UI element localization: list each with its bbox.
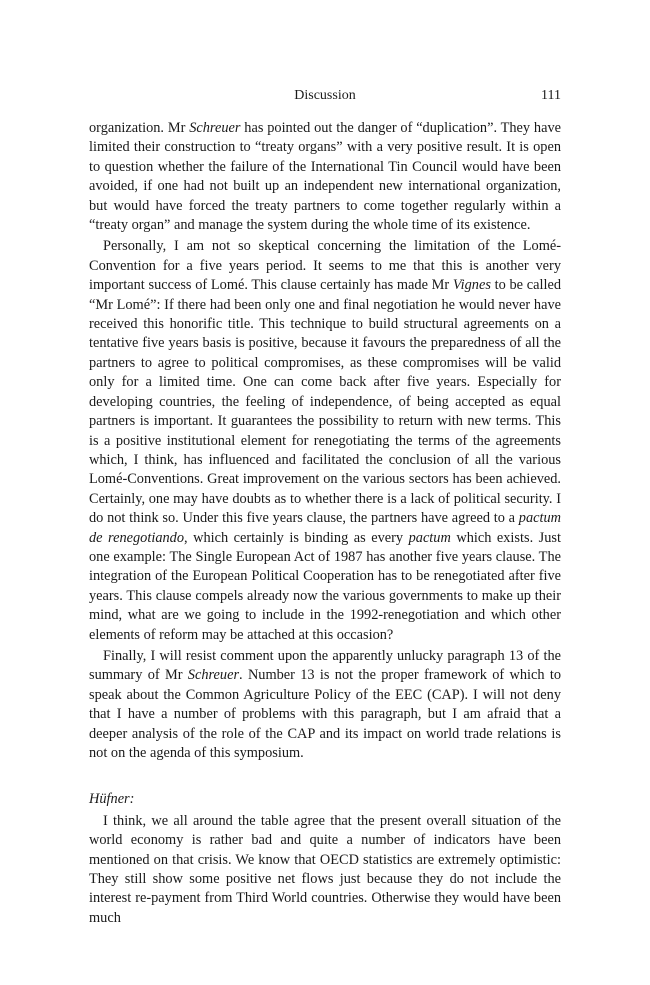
text-run: has pointed out the danger of “duplication”. They have limited their construction to “treaty organs” with a very positive result. It is open to question whether the failure of the International Tin Council would have been avoided, if one had not built up an independent new international organization, but would have forced the treaty partners to come together regularly within a “treaty organ” and manage the system during the whole time of its existence. xyxy=(89,120,561,234)
running-head-title: Discussion xyxy=(294,88,356,103)
text-run: to be called “Mr Lomé”: If there had been only one and final negotiation he would never have received this honorific title. This technique to build structural agreements on a tentative five years basis is positive, because it favours the preparedness of all the partners to agree to political compromises, as these compromises will be valid only for a limited time. One can come back after five years. Especially for developing countries, the feeling of independence, of being accepted as equal partners is important. It guarantees the possibility to return with new terms. This is a positive institutional element for renegotiating the terms of the agreements which, I think, has influenced and facilitated the conclusion of all the various Lomé-Conventions. Great improvement on the various sectors has been achieved. Certainly, one may have doubts as to whether there is a lack of political security. I do not think so. Under this five years clause, the partners have agreed to a xyxy=(89,277,561,527)
running-head xyxy=(89,88,561,108)
text-run: Finally, I will resist comment upon the apparently unlucky paragraph 13 of the summary of Mr xyxy=(89,647,561,684)
italic-text-run: pactum xyxy=(408,529,451,546)
text-run: which exists. Just one example: The Single European Act of 1987 has another five years clause. The integration of the European Political Cooperation has to be renegotiated after five years. This clause compels already now the various governments to make up their mind, what are we going to include in the 1992-renegotiation and which other elements of reform may be attached at this occasion? xyxy=(89,529,561,643)
page-number: 111 xyxy=(541,88,561,103)
body-text xyxy=(89,119,561,928)
speaker-name: Hüfner: xyxy=(89,791,135,808)
italic-text-run: Schreuer xyxy=(187,667,240,684)
italic-text-run: Vignes xyxy=(452,277,491,294)
paragraph-lome-convention xyxy=(89,237,561,645)
paragraph-cap xyxy=(89,647,561,763)
italic-text-run: Schreuer xyxy=(189,120,241,136)
document-page xyxy=(89,88,561,928)
text-run: . Number 13 is not the proper framework of which to speak about the Common Agriculture Policy of the EEC (CAP). I will not deny that I have a number of problems with this paragraph, but I am afraid that a deeper analysis of the role of the CAP and its impact on world trade relations is not on the agenda of this symposium. xyxy=(89,667,561,761)
text-run: Personally, I am not so skeptical concerning the limitation of the Lomé-Convention for a five years period. It seems to me that this is another very important success of Lomé. This clause certainly has made Mr xyxy=(89,238,561,294)
paragraph-world-economy xyxy=(89,812,561,928)
text-run: , which certainly is binding as every xyxy=(184,529,409,546)
paragraph-continuation xyxy=(89,119,561,235)
italic-text-run: pactum de renegotiando xyxy=(89,510,561,546)
text-run: organization. Mr xyxy=(89,120,190,136)
text-run: I think, we all around the table agree that the present overall situation of the world economy is rather bad and quite a number of indicators have been mentioned on that crisis. We know that OECD statistics are extremely optimistic: They still show some positive net flows just because they do not include the interest re-payment from Third World countries. Otherwise they would have been much xyxy=(89,812,561,926)
